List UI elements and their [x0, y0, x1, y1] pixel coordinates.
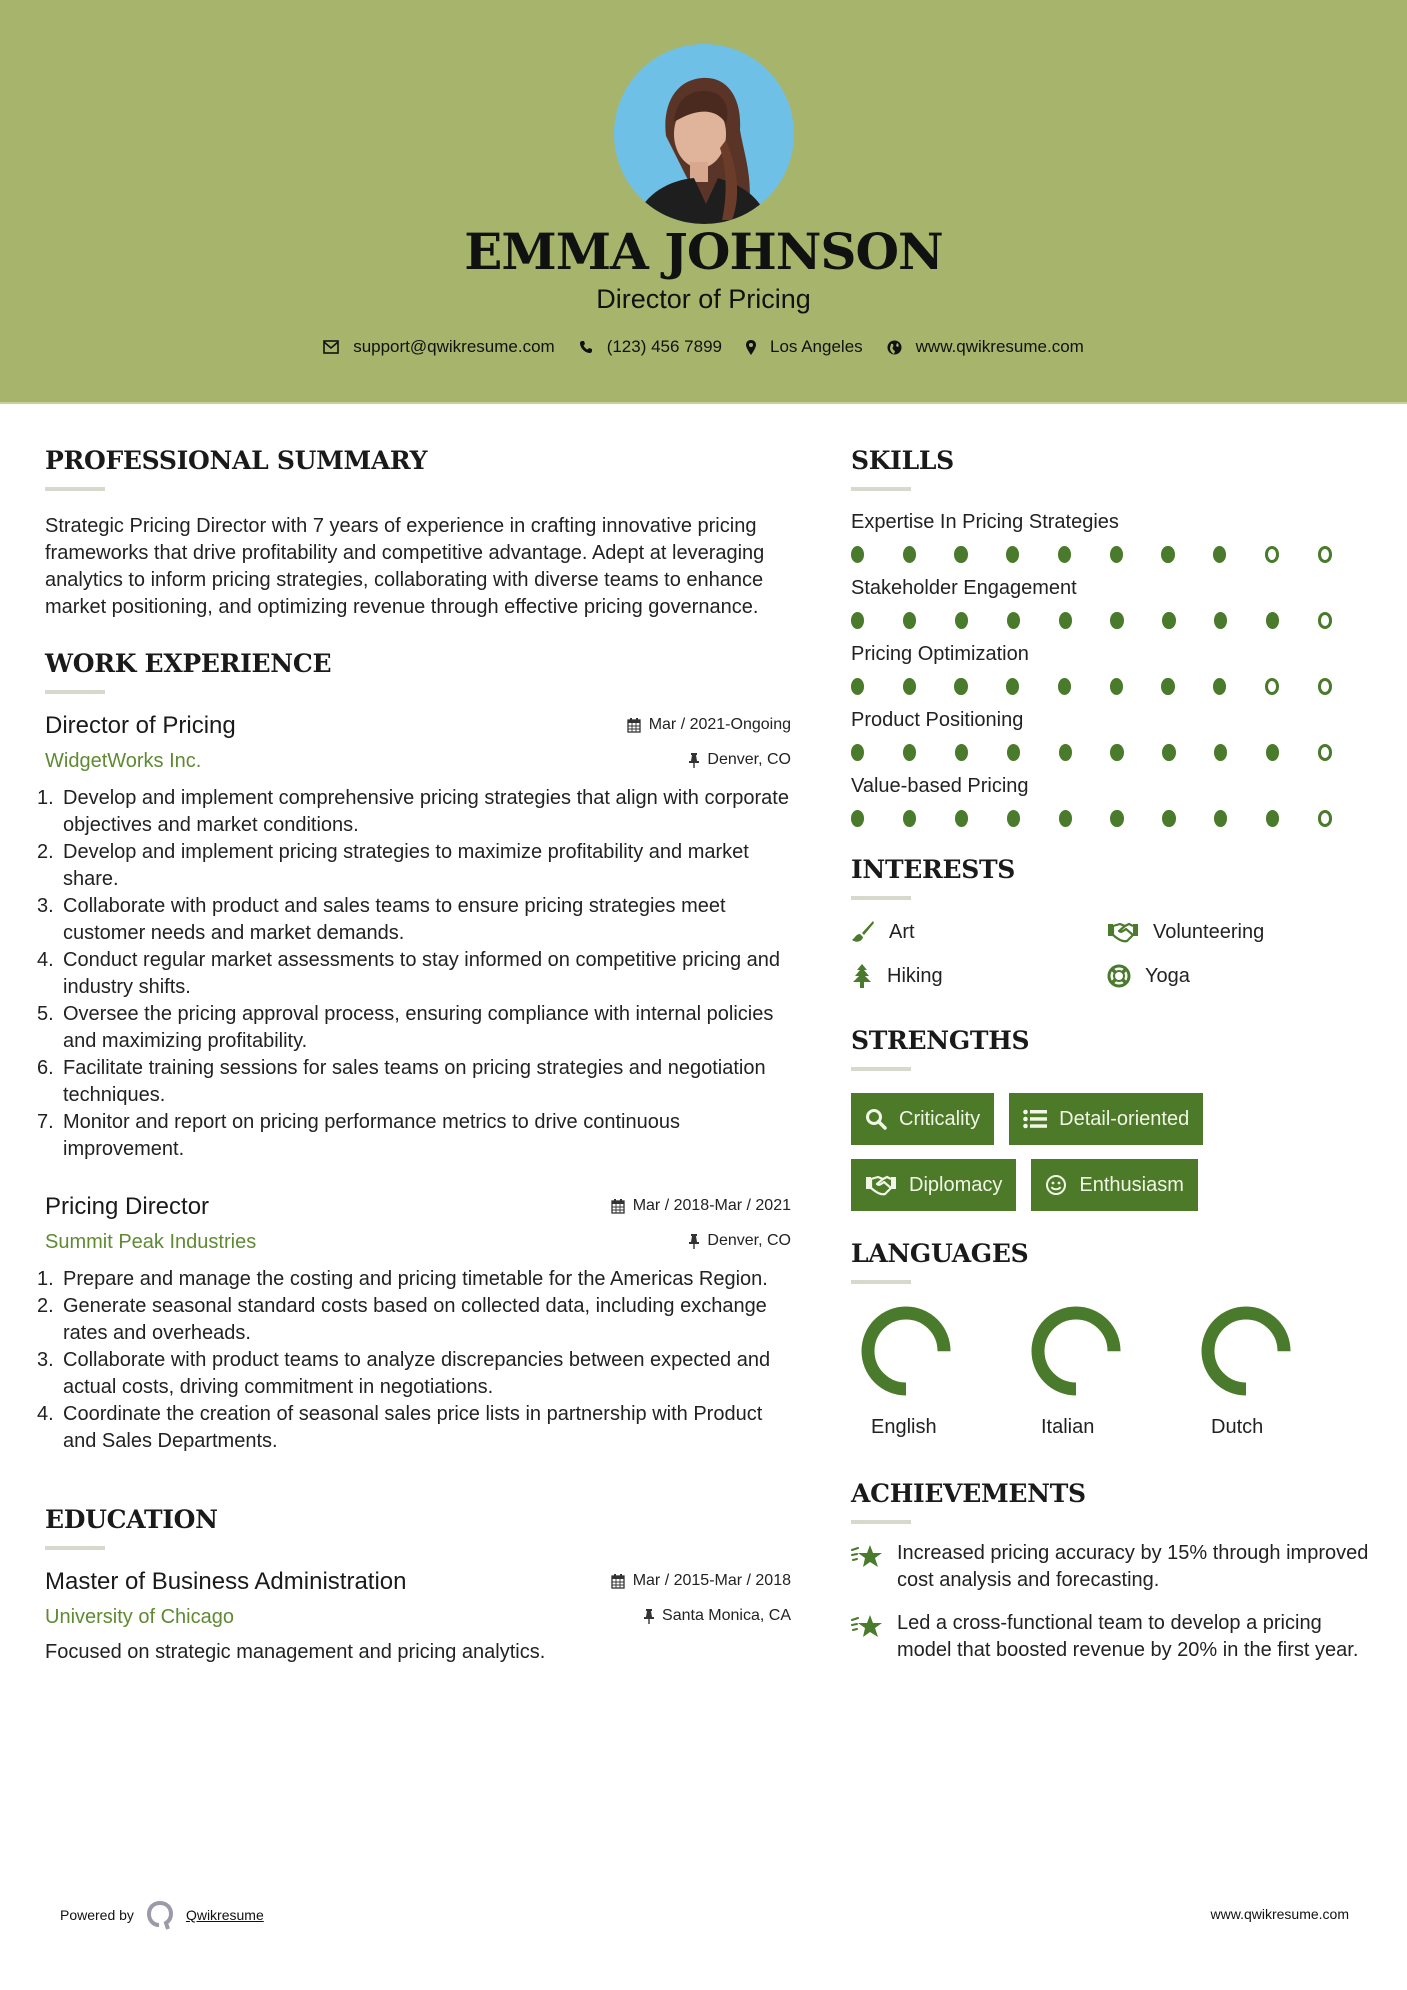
education-heading: EDUCATION	[45, 1505, 218, 1534]
filled-dot-icon	[1214, 744, 1227, 761]
bullet-item: 4. Conduct regular market assessments to stay informed on competitive pricing and industry shifts.	[37, 949, 781, 998]
interest-item: Hiking	[851, 964, 1107, 988]
job-date	[627, 716, 791, 734]
calendar-icon	[627, 718, 641, 733]
phone-icon	[579, 340, 593, 354]
profile-photo	[614, 44, 794, 224]
shooting-star-icon	[851, 1544, 883, 1570]
calendar-icon	[611, 1574, 625, 1589]
filled-dot-icon	[903, 612, 916, 629]
location-text: Los Angeles	[770, 337, 863, 356]
filled-dot-icon	[1213, 678, 1226, 695]
list-icon	[1023, 1109, 1047, 1129]
filled-dot-icon	[1059, 744, 1072, 761]
candidate-name: EMMA JOHNSON	[464, 222, 943, 281]
skills-list	[851, 511, 1371, 827]
skill-item: Expertise In Pricing Strategies	[851, 511, 1371, 563]
filled-dot-icon	[1059, 612, 1072, 629]
filled-dot-icon	[1007, 810, 1020, 827]
filled-dot-icon	[955, 612, 968, 629]
footer-website[interactable]: www.qwikresume.com	[1210, 1906, 1349, 1922]
bullet-item: 3. Collaborate with product and sales teams to ensure pricing strategies meet customer needs and market demands.	[37, 895, 726, 944]
bullet-item: 4. Coordinate the creation of seasonal sales price lists in partnership with Product and Sales Departments.	[37, 1403, 763, 1452]
envelope-icon	[323, 340, 339, 354]
interests-section	[851, 855, 1371, 988]
filled-dot-icon	[1058, 546, 1071, 563]
filled-dot-icon	[851, 678, 864, 695]
search-icon	[865, 1108, 887, 1130]
strength-chip: Enthusiasm	[1031, 1159, 1198, 1211]
skill-item: Value-based Pricing	[851, 775, 1371, 827]
filled-dot-icon	[1006, 678, 1019, 695]
heading-underline	[45, 1546, 105, 1550]
empty-dot-icon	[1318, 678, 1333, 695]
filled-dot-icon	[954, 678, 967, 695]
filled-dot-icon	[903, 744, 916, 761]
bullet-item: 1. Develop and implement comprehensive pricing strategies that align with corporate objectives and market conditions.	[37, 787, 789, 836]
filled-dot-icon	[1110, 678, 1123, 695]
bullet-item: 2. Develop and implement pricing strategies to maximize profitability and market share.	[37, 841, 749, 890]
filled-dot-icon	[903, 546, 916, 563]
handshake-icon	[865, 1174, 897, 1196]
languages-list	[851, 1304, 1371, 1439]
filled-dot-icon	[851, 546, 864, 563]
filled-dot-icon	[955, 744, 968, 761]
filled-dot-icon	[1058, 678, 1071, 695]
filled-dot-icon	[851, 810, 864, 827]
bullet-item: 2. Generate seasonal standard costs based on collected data, including exchange rates and overheads.	[37, 1295, 767, 1344]
job-entry	[37, 1193, 791, 1455]
job-role: Director of Pricing	[45, 712, 236, 739]
filled-dot-icon	[1007, 744, 1020, 761]
skill-item: Stakeholder Engagement	[851, 577, 1371, 629]
contact-location	[746, 337, 863, 357]
heading-underline	[45, 690, 105, 694]
strength-chip: Detail-oriented	[1009, 1093, 1203, 1145]
job-location-text: Denver, CO	[707, 751, 791, 768]
filled-dot-icon	[1266, 744, 1279, 761]
skill-rating	[851, 612, 1371, 629]
job-entry	[37, 712, 791, 1163]
job-role: Pricing Director	[45, 1193, 210, 1220]
filled-dot-icon	[955, 810, 968, 827]
filled-dot-icon	[1110, 612, 1123, 629]
contact-website[interactable]	[887, 337, 1084, 357]
heading-underline	[45, 487, 105, 491]
skill-rating	[851, 810, 1371, 827]
heading-underline	[851, 1280, 911, 1284]
bullet-item: 7. Monitor and report on pricing performance metrics to drive continuous improvement.	[37, 1111, 680, 1160]
shooting-star-icon	[851, 1614, 883, 1640]
job-company: Summit Peak Industries	[45, 1231, 257, 1253]
phone-text: (123) 456 7899	[606, 337, 723, 356]
strength-chip: Criticality	[851, 1093, 994, 1145]
pushpin-icon	[644, 1609, 654, 1624]
filled-dot-icon	[1110, 810, 1123, 827]
qwikresume-logo-icon	[146, 1900, 174, 1930]
achievements-section	[851, 1479, 1371, 1664]
filled-dot-icon	[954, 546, 967, 563]
strength-chip: Diplomacy	[851, 1159, 1016, 1211]
degree: Master of Business Administration	[45, 1568, 407, 1595]
filled-dot-icon	[1110, 744, 1123, 761]
footer-powered-by	[60, 1900, 264, 1930]
language-name: Dutch	[1211, 1416, 1264, 1438]
filled-dot-icon	[1007, 612, 1020, 629]
heading-underline	[851, 896, 911, 900]
education-date	[611, 1572, 791, 1590]
job-date-text: Mar / 2018-Mar / 2021	[632, 1197, 791, 1214]
language-item	[1021, 1304, 1191, 1439]
education-entry	[45, 1568, 791, 1666]
filled-dot-icon	[1266, 612, 1279, 629]
interest-item: Volunteering	[1107, 920, 1363, 944]
experience-section	[37, 649, 791, 1455]
job-location	[689, 1232, 791, 1250]
job-date-text: Mar / 2021-Ongoing	[648, 716, 791, 733]
right-column	[851, 446, 1371, 1664]
languages-section	[851, 1239, 1371, 1439]
filled-dot-icon	[1214, 810, 1227, 827]
empty-dot-icon	[1318, 546, 1333, 563]
interests-heading: INTERESTS	[851, 855, 1016, 884]
education-section	[45, 1505, 791, 1666]
interests-grid	[851, 920, 1371, 988]
contact-email[interactable]	[323, 337, 555, 357]
interest-item: Yoga	[1107, 964, 1363, 988]
tree-icon	[851, 964, 873, 988]
candidate-title: Director of Pricing	[596, 284, 811, 314]
language-name: English	[871, 1416, 937, 1438]
language-name: Italian	[1041, 1416, 1095, 1438]
skill-item: Product Positioning	[851, 709, 1371, 761]
job-location	[689, 751, 791, 769]
powered-by-text: Powered by	[60, 1907, 134, 1923]
bullet-item: 1. Prepare and manage the costing and pricing timetable for the Americas Region.	[37, 1268, 768, 1290]
strengths-section	[851, 1026, 1371, 1225]
bullet-item: 3. Collaborate with product teams to analyze discrepancies between expected and actual costs, driving commitment in negotiations.	[37, 1349, 771, 1398]
language-item	[1191, 1304, 1361, 1439]
left-column	[37, 446, 791, 1666]
filled-dot-icon	[1266, 810, 1279, 827]
filled-dot-icon	[1161, 546, 1174, 563]
empty-dot-icon	[1265, 546, 1280, 563]
job-date	[611, 1197, 791, 1215]
map-pin-icon	[746, 340, 756, 355]
skills-heading: SKILLS	[851, 446, 954, 475]
paintbrush-icon	[851, 920, 875, 944]
empty-dot-icon	[1318, 612, 1333, 629]
job-bullets	[37, 785, 791, 1163]
filled-dot-icon	[1110, 546, 1123, 563]
summary-text: Strategic Pricing Director with 7 years of experience in crafting innovative pricing frameworks that drive profitability and competitive advantage. Adept at leveraging analytics to inform pricing strategies, collaborating with diverse teams to enhance market positioning, and optimizing revenue through effective pricing governance.	[45, 515, 765, 618]
calendar-icon	[611, 1199, 625, 1214]
filled-dot-icon	[1161, 678, 1174, 695]
education-location	[644, 1607, 791, 1625]
filled-dot-icon	[1213, 546, 1226, 563]
globe-icon	[887, 340, 902, 355]
empty-dot-icon	[1318, 744, 1333, 761]
empty-dot-icon	[1318, 810, 1333, 827]
interest-item: Art	[851, 920, 1107, 944]
heading-underline	[851, 1520, 911, 1524]
school: University of Chicago	[45, 1606, 234, 1628]
filled-dot-icon	[1006, 546, 1019, 563]
empty-dot-icon	[1265, 678, 1280, 695]
filled-dot-icon	[851, 744, 864, 761]
header-band	[0, 0, 1407, 404]
pushpin-icon	[689, 753, 699, 768]
job-company: WidgetWorks Inc.	[45, 750, 202, 772]
achievements-heading: ACHIEVEMENTS	[851, 1479, 1086, 1508]
filled-dot-icon	[1162, 744, 1175, 761]
language-progress-ring	[859, 1304, 953, 1398]
filled-dot-icon	[1059, 810, 1072, 827]
education-date-text: Mar / 2015-Mar / 2018	[632, 1572, 791, 1589]
language-item	[851, 1304, 1021, 1439]
summary-section	[45, 446, 791, 621]
education-location-text: Santa Monica, CA	[662, 1607, 791, 1624]
filled-dot-icon	[1162, 612, 1175, 629]
skill-rating	[851, 678, 1371, 695]
experience-heading: WORK EXPERIENCE	[45, 649, 332, 678]
heading-underline	[851, 1067, 911, 1071]
pushpin-icon	[689, 1234, 699, 1249]
summary-heading: PROFESSIONAL SUMMARY	[45, 446, 428, 475]
filled-dot-icon	[851, 612, 864, 629]
skill-rating	[851, 546, 1371, 563]
bullet-item: 5. Oversee the pricing approval process, ensuring compliance with internal policies and maximizing profitability.	[37, 1003, 774, 1052]
education-description: Focused on strategic management and pricing analytics.	[45, 1641, 546, 1663]
skill-rating	[851, 744, 1371, 761]
contact-bar	[0, 337, 1407, 357]
email-text: support@qwikresume.com	[353, 337, 555, 356]
person-portrait-icon	[614, 44, 794, 224]
languages-heading: LANGUAGES	[851, 1239, 1029, 1268]
qwikresume-link[interactable]: Qwikresume	[185, 1907, 264, 1923]
skill-item: Pricing Optimization	[851, 643, 1371, 695]
handshake-icon	[1107, 921, 1139, 943]
filled-dot-icon	[903, 810, 916, 827]
language-progress-ring	[1029, 1304, 1123, 1398]
job-bullets	[37, 1266, 791, 1455]
bullet-item: 6. Facilitate training sessions for sales teams on pricing strategies and negotiation techniques.	[37, 1057, 766, 1106]
filled-dot-icon	[1162, 810, 1175, 827]
heading-underline	[851, 487, 911, 491]
achievement-item: Increased pricing accuracy by 15% through improved cost analysis and forecasting.	[851, 1540, 1371, 1594]
website-text: www.qwikresume.com	[915, 337, 1084, 356]
strengths-heading: STRENGTHS	[851, 1026, 1030, 1055]
filled-dot-icon	[903, 678, 916, 695]
skills-section	[851, 446, 1371, 827]
lifering-icon	[1107, 964, 1131, 988]
smile-icon	[1045, 1174, 1067, 1196]
filled-dot-icon	[1214, 612, 1227, 629]
job-location-text: Denver, CO	[707, 1232, 791, 1249]
contact-phone[interactable]	[579, 337, 722, 357]
strengths-chips	[851, 1093, 1371, 1225]
achievement-item: Led a cross-functional team to develop a pricing model that boosted revenue by 20% in the first year.	[851, 1610, 1371, 1664]
language-progress-ring	[1199, 1304, 1293, 1398]
